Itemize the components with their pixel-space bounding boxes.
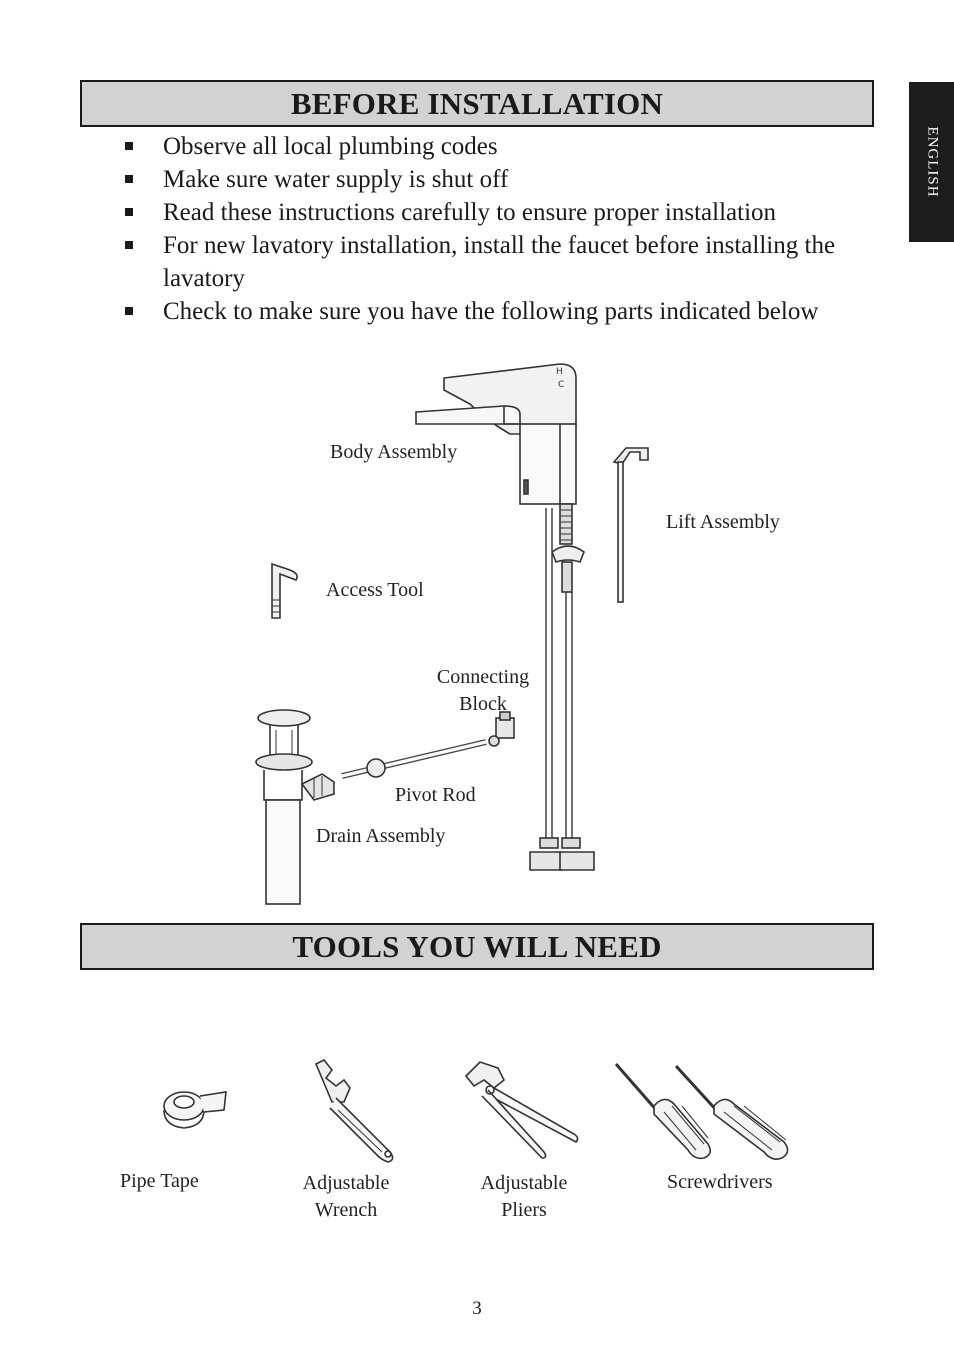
before-installation-title: BEFORE INSTALLATION <box>290 85 664 121</box>
adjustable-wrench-icon <box>316 1060 393 1162</box>
connecting-block-label <box>430 664 536 718</box>
adjustable-pliers-icon <box>466 1062 578 1158</box>
language-tab-label: ENGLISH <box>924 126 940 198</box>
lift-rod-drawing <box>614 448 648 602</box>
svg-text:H: H <box>556 367 563 377</box>
access-tool-label: Access Tool <box>326 579 424 601</box>
tools-title: TOOLS YOU WILL NEED <box>292 928 662 964</box>
instruction-item: Read these instructions carefully to ensure proper installation <box>120 196 865 229</box>
adjustable-pliers-label-line1: Adjustable <box>480 1172 568 1194</box>
instruction-item: Make sure water supply is shut off <box>120 163 865 196</box>
pivot-rod-drawing <box>342 742 486 777</box>
pipe-tape-icon <box>164 1092 226 1128</box>
access-tool-drawing <box>272 564 297 618</box>
adjustable-pliers-label <box>468 1170 580 1224</box>
adjustable-wrench-label-line2: Wrench <box>314 1199 378 1221</box>
screwdrivers-icon <box>616 1064 788 1159</box>
adjustable-pliers-label-line2: Pliers <box>501 1199 547 1221</box>
instruction-item: Check to make sure you have the following parts indicated below <box>120 295 865 328</box>
screwdrivers-label: Screwdrivers <box>667 1171 773 1193</box>
page-number: 3 <box>472 1298 482 1319</box>
drain-assembly-drawing <box>256 710 334 904</box>
lift-assembly-label: Lift Assembly <box>666 511 780 533</box>
adjustable-wrench-label <box>290 1170 402 1224</box>
tools-header <box>80 923 874 970</box>
instruction-item: For new lavatory installation, install the faucet before installing the lavatory <box>120 229 865 295</box>
tools-illustration <box>0 1040 954 1170</box>
body-assembly-label: Body Assembly <box>330 441 458 463</box>
drain-assembly-label: Drain Assembly <box>316 825 446 847</box>
connecting-block-label-line2: Block <box>459 693 507 715</box>
instruction-item: Observe all local plumbing codes <box>120 130 865 163</box>
svg-text:C: C <box>558 380 565 390</box>
pivot-rod-label: Pivot Rod <box>395 784 476 806</box>
adjustable-wrench-label-line1: Adjustable <box>302 1172 390 1194</box>
pipe-tape-label: Pipe Tape <box>120 1170 199 1192</box>
connecting-block-label-line1: Connecting <box>436 666 530 688</box>
